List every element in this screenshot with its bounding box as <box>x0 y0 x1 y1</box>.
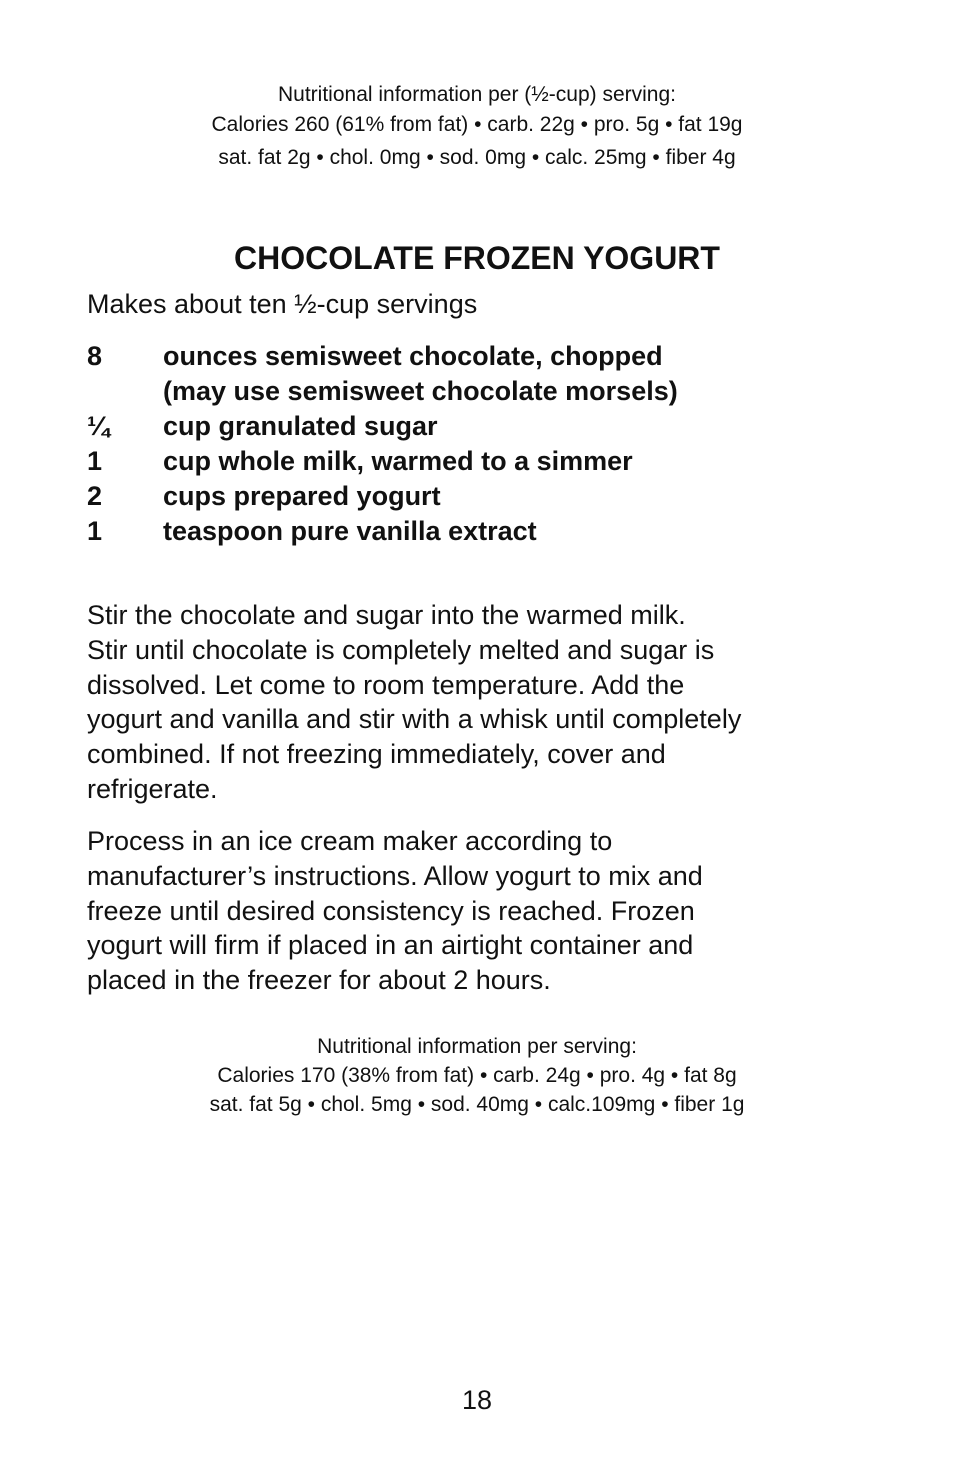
recipe-title: CHOCOLATE FROZEN YOGURT <box>234 240 720 276</box>
ingredient-quantity: 1 <box>87 516 103 546</box>
instruction-line: Stir until chocolate is completely melted and sugar is <box>87 634 715 665</box>
ingredient-description: cup whole milk, warmed to a simmer <box>163 446 633 476</box>
ingredient-description: teaspoon pure vanilla extract <box>163 516 537 546</box>
ingredient-description: cups prepared yogurt <box>163 481 441 511</box>
instructions-paragraph <box>87 824 877 998</box>
instructions-paragraph <box>87 598 877 807</box>
instruction-line: manufacturer’s instructions. Allow yogurt to mix and <box>87 860 703 891</box>
ingredient-list <box>87 339 678 549</box>
instruction-line: freeze until desired consistency is reached. Frozen <box>87 895 695 926</box>
ingredient-quantity: 2 <box>87 481 103 511</box>
nutrition-heading: Nutritional information per (½-cup) serving: <box>278 83 676 106</box>
nutrition-info-top <box>0 80 954 173</box>
ingredient-item <box>87 409 678 444</box>
instruction-line: placed in the freezer for about 2 hours. <box>87 965 551 996</box>
ingredient-quantity: ¼ <box>87 411 110 441</box>
instruction-line: Process in an ice cream maker according to <box>87 826 613 856</box>
instruction-line: yogurt will firm if placed in an airtight container and <box>87 930 694 961</box>
instruction-line: yogurt and vanilla and stir with a whisk until completely <box>87 704 742 735</box>
ingredient-description: ounces semisweet chocolate, chopped <box>163 341 663 371</box>
instruction-line: Stir the chocolate and sugar into the warmed milk. <box>87 600 686 630</box>
nutrition-line: Calories 260 (61% from fat) • carb. 22g • pro. 5g • fat 19g <box>211 113 743 136</box>
nutrition-heading: Nutritional information per serving: <box>317 1035 637 1058</box>
ingredient-quantity: 1 <box>87 446 103 476</box>
ingredient-description: cup granulated sugar <box>163 411 438 441</box>
instruction-line: dissolved. Let come to room temperature. Add the <box>87 669 685 700</box>
nutrition-info-bottom <box>0 1032 954 1119</box>
nutrition-line: sat. fat 5g • chol. 5mg • sod. 40mg • calc.109mg • fiber 1g <box>209 1093 745 1116</box>
nutrition-line: sat. fat 2g • chol. 0mg • sod. 0mg • calc. 25mg • fiber 4g <box>218 146 736 169</box>
ingredient-item <box>87 339 678 409</box>
ingredient-quantity: 8 <box>87 341 103 371</box>
instruction-line: combined. If not freezing immediately, cover and <box>87 739 666 770</box>
ingredient-item <box>87 479 678 514</box>
instruction-line: refrigerate. <box>87 773 218 804</box>
recipe-servings: Makes about ten ½-cup servings <box>87 289 478 319</box>
ingredient-item <box>87 444 678 479</box>
page-number: 18 <box>461 1385 493 1415</box>
ingredient-item <box>87 514 678 549</box>
ingredient-description: (may use semisweet chocolate morsels) <box>163 376 678 406</box>
nutrition-line: Calories 170 (38% from fat) • carb. 24g • pro. 4g • fat 8g <box>217 1064 737 1087</box>
